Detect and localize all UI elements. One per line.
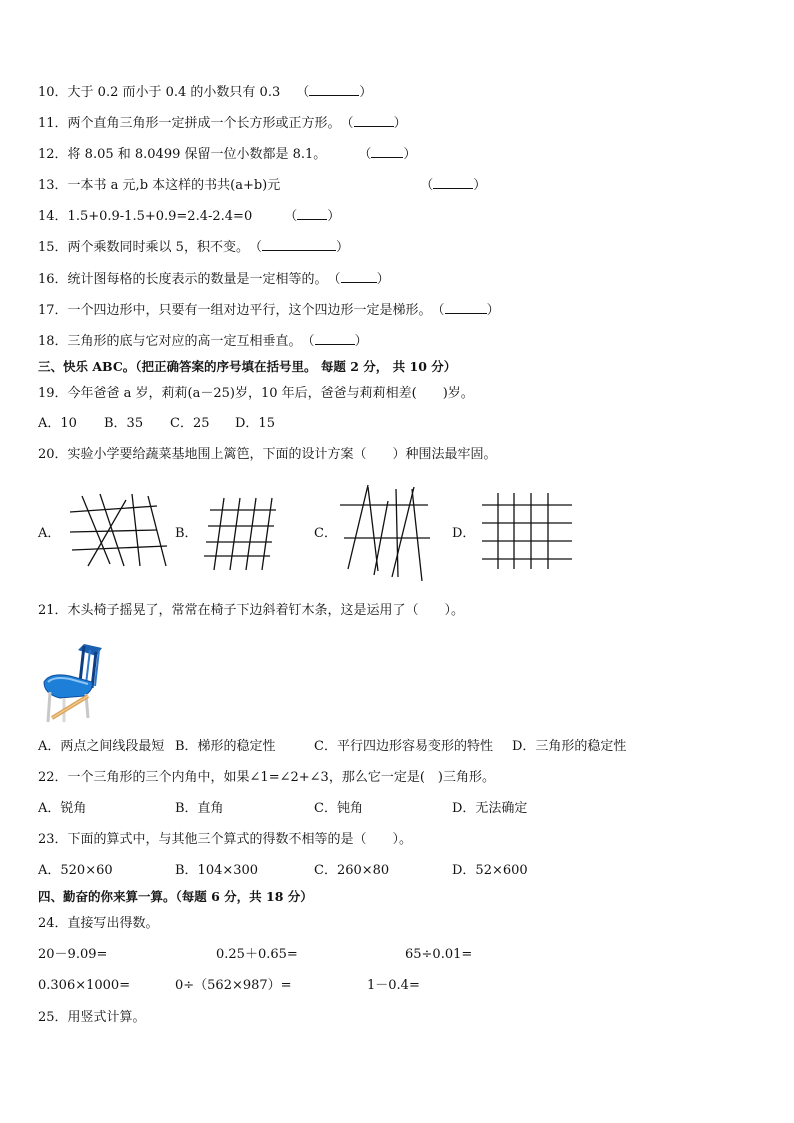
q22-option-b: B．直角 <box>175 801 224 816</box>
judge-item <box>38 332 368 351</box>
answer-blank[interactable] <box>371 145 403 158</box>
answer-open-paren: （ <box>431 303 445 318</box>
q24-expr-6: 1－0.4= <box>367 978 420 993</box>
q21-option-d: D．三角形的稳定性 <box>512 739 627 754</box>
judge-item <box>38 301 500 320</box>
section3-title: 三、快乐 ABC。（把正确答案的序号填在括号里。 每题 2 分， 共 10 分） <box>38 359 457 374</box>
q24-expr-5: 0÷（562×987）= <box>175 978 292 993</box>
answer-close-paren: ） <box>486 303 500 318</box>
q21-option-b: B．梯形的稳定性 <box>175 739 276 754</box>
q23-text: 23．下面的算式中，与其他三个算式的得数不相等的是（ ）。 <box>38 832 413 847</box>
answer-close-paren: ） <box>403 147 417 162</box>
q24-expr-1: 20－9.09= <box>38 947 108 962</box>
q21-text: 21．木头椅子摇晃了，常常在椅子下边斜着钉木条，这是运用了（ ）。 <box>38 603 465 618</box>
fence-figure-c <box>338 483 438 583</box>
answer-close-paren: ） <box>335 240 349 255</box>
q23-option-a: A．520×60 <box>38 863 113 878</box>
judge-item <box>38 238 349 257</box>
fence-figure-b <box>200 494 282 572</box>
answer-blank[interactable] <box>315 332 355 345</box>
q22-option-a: A．锐角 <box>38 801 87 816</box>
judge-item-text: 16．统计图每格的长度表示的数量是一定相等的。 <box>38 272 328 287</box>
q21-option-a: A．两点之间线段最短 <box>38 739 165 754</box>
judge-item <box>38 145 416 164</box>
q24-expr-2: 0.25＋0.65= <box>216 947 298 962</box>
judge-item-text: 11．两个直角三角形一定拼成一个长方形或正方形。 <box>38 116 341 131</box>
q22-text: 22．一个三角形的三个内角中，如果∠1=∠2+∠3，那么它一定是( )三角形。 <box>38 770 495 785</box>
q23-option-c: C．260×80 <box>314 863 390 878</box>
q23-option-b: B．104×300 <box>175 863 259 878</box>
answer-open-paren: （ <box>296 85 310 100</box>
judge-item-text: 13．一本书 a 元,b 本这样的书共(a+b)元 <box>38 178 281 193</box>
judge-item <box>38 114 407 133</box>
judge-item-text: 14．1.5+0.9-1.5+0.9=2.4-2.4=0 <box>38 209 253 224</box>
answer-blank[interactable] <box>262 238 336 251</box>
q21-option-c: C．平行四边形容易变形的特性 <box>314 739 493 754</box>
answer-close-paren: ） <box>376 272 390 287</box>
answer-blank[interactable] <box>445 301 487 314</box>
answer-blank[interactable] <box>341 270 377 283</box>
answer-open-paren: （ <box>301 334 315 349</box>
answer-blank[interactable] <box>433 176 473 189</box>
judge-item-text: 12．将 8.05 和 8.0499 保留一位小数都是 8.1。 <box>38 147 327 162</box>
fence-figure-a <box>60 492 175 572</box>
q20-text: 20．实验小学要给蔬菜基地围上篱笆，下面的设计方案（ ）种围法最牢固。 <box>38 447 497 462</box>
judge-item-text: 18．三角形的底与它对应的高一定互相垂直。 <box>38 334 302 349</box>
q20-label-a: A． <box>38 526 61 541</box>
q24-expr-3: 65÷0.01= <box>405 947 473 962</box>
judge-item <box>38 176 486 195</box>
judge-item-text: 17．一个四边形中，只要有一组对边平行，这个四边形一定是梯形。 <box>38 303 432 318</box>
q19-option-a: A．10 <box>38 416 77 431</box>
q24-expr-4: 0.306×1000= <box>38 978 131 993</box>
q19-text: 19．今年爸爸 a 岁，莉莉(a－25)岁，10 年后，爸爸与莉莉相差( )岁。 <box>38 386 474 401</box>
answer-open-paren: （ <box>420 178 434 193</box>
judge-item <box>38 207 340 226</box>
answer-close-paren: ） <box>354 334 368 349</box>
answer-open-paren: （ <box>340 116 354 131</box>
answer-blank[interactable] <box>297 207 327 220</box>
q19-option-c: C．25 <box>170 416 210 431</box>
q20-label-b: B． <box>175 526 198 541</box>
q19-option-b: B．35 <box>104 416 144 431</box>
answer-open-paren: （ <box>248 240 262 255</box>
judge-item <box>38 270 390 289</box>
answer-close-paren: ） <box>359 85 373 100</box>
section4-title: 四、勤奋的你来算一算。（每题 6 分，共 18 分） <box>38 889 313 904</box>
judge-item <box>38 83 372 102</box>
q24-text: 24．直接写出得数。 <box>38 916 159 931</box>
answer-open-paren: （ <box>284 209 298 224</box>
q19-option-d: D．15 <box>235 416 275 431</box>
answer-close-paren: ） <box>393 116 407 131</box>
q22-option-d: D．无法确定 <box>452 801 528 816</box>
q20-label-c: C． <box>314 526 337 541</box>
judge-item-text: 10．大于 0.2 而小于 0.4 的小数只有 0.3 <box>38 85 281 100</box>
answer-open-paren: （ <box>327 272 341 287</box>
chair-image <box>40 638 108 724</box>
judge-item-text: 15．两个乘数同时乘以 5，积不变。 <box>38 240 249 255</box>
answer-close-paren: ） <box>473 178 487 193</box>
fence-figure-d <box>478 491 574 571</box>
answer-blank[interactable] <box>309 83 359 96</box>
q23-option-d: D．52×600 <box>452 863 528 878</box>
answer-blank[interactable] <box>354 114 394 127</box>
answer-open-paren: （ <box>358 147 372 162</box>
q22-option-c: C．钝角 <box>314 801 363 816</box>
answer-close-paren: ） <box>327 209 341 224</box>
q25-text: 25．用竖式计算。 <box>38 1010 146 1025</box>
q20-label-d: D． <box>452 526 476 541</box>
